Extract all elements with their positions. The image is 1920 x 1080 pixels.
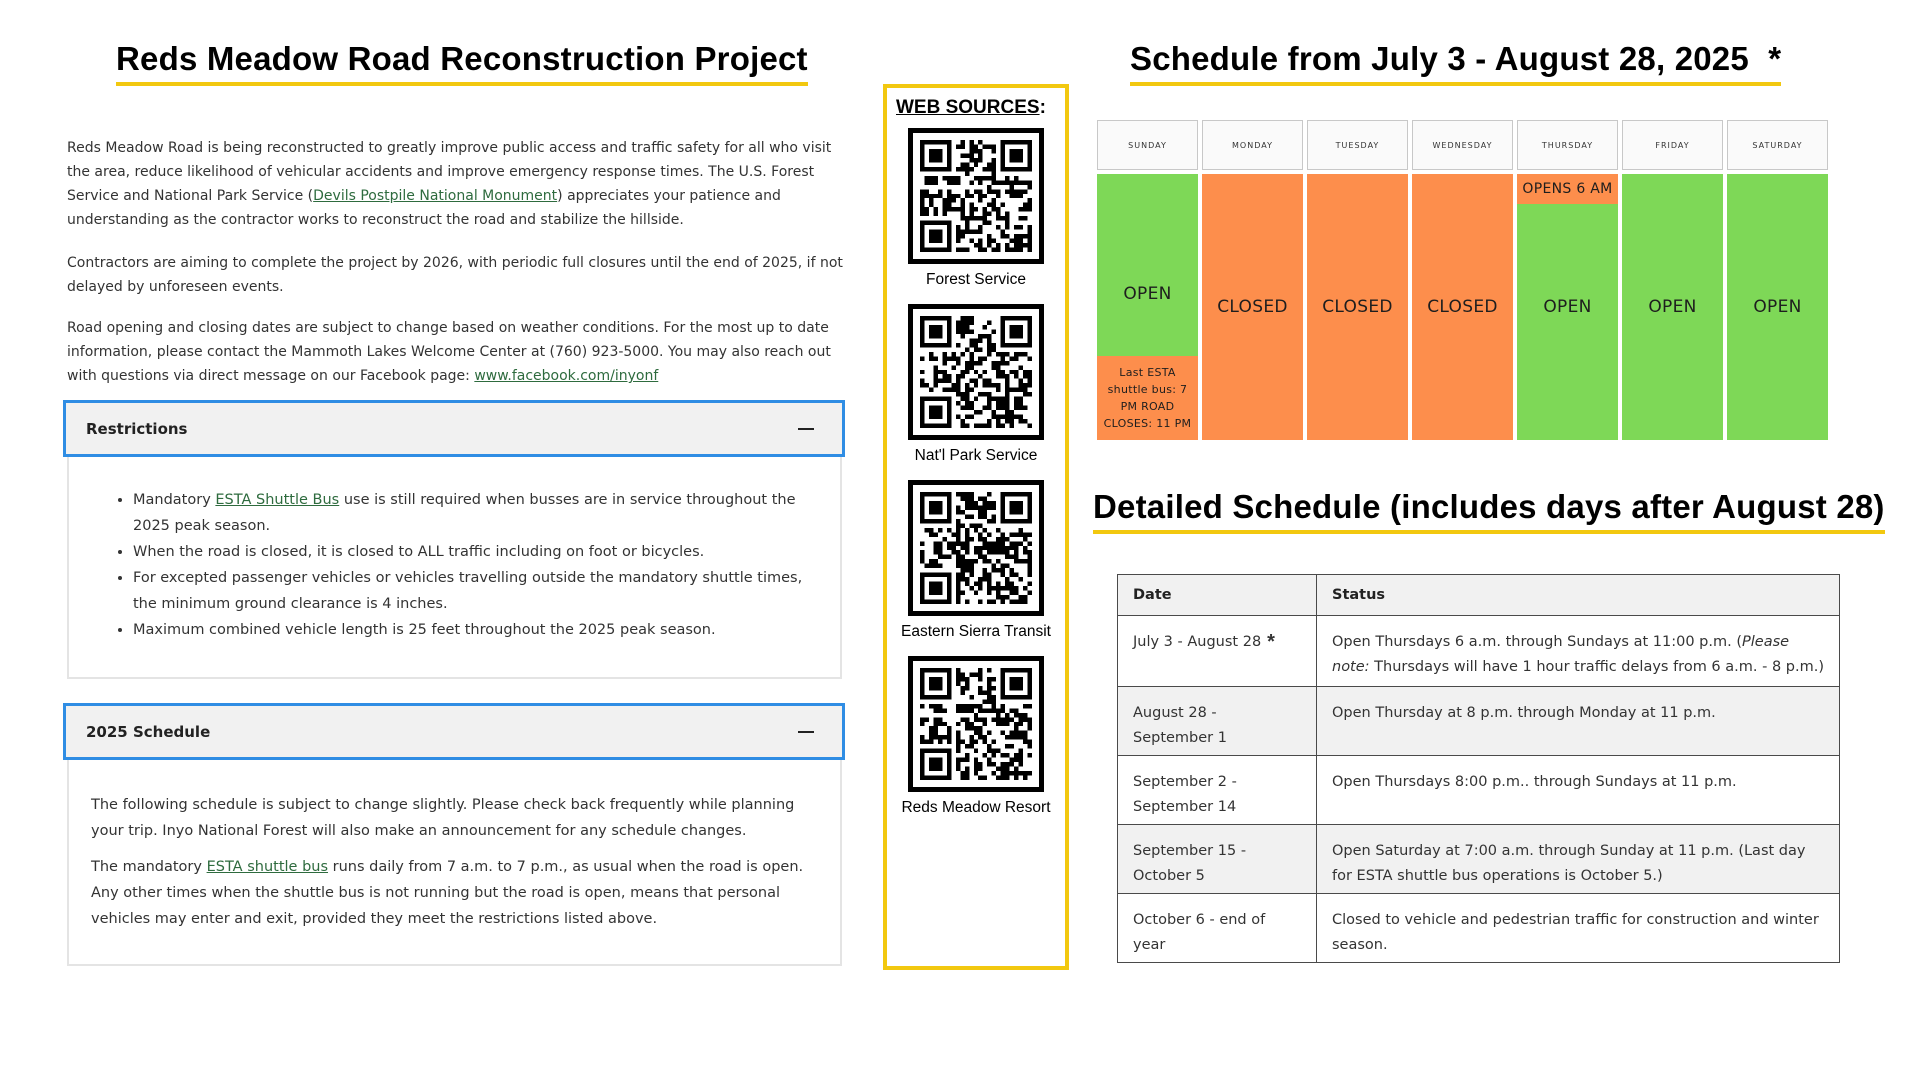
restriction-text: For excepted passenger vehicles or vehicles travelling outside the mandatory shuttle times, the minimum ground clearance is 4 inches.	[133, 570, 803, 612]
web-sources-title-text: WEB SOURCES	[896, 97, 1040, 118]
title-asterisk: *	[1768, 40, 1782, 77]
table-header-row	[1118, 575, 1840, 616]
shuttle-text: The mandatory	[91, 859, 207, 875]
day-status-cell	[1202, 174, 1303, 440]
date-text: September 2 - September 14	[1133, 774, 1237, 815]
schedule-intro-text: The following schedule is subject to change slightly. Please check back frequently while planning your trip. Inyo National Forest will also make an announcement for any schedule changes.	[91, 797, 795, 839]
restriction-text: Mandatory	[133, 492, 216, 508]
qr-source-item	[887, 480, 1065, 641]
status-cell	[1317, 616, 1840, 687]
restriction-item	[133, 487, 812, 539]
status-text: Open Thursdays 8:00 p.m.. through Sundays at 11 p.m.	[1332, 774, 1737, 790]
table-row	[1118, 687, 1840, 756]
schedule-accordion-body	[67, 760, 842, 966]
web-sources-title	[896, 97, 1046, 119]
devils-postpile-link[interactable]: Devils Postpile National Monument	[313, 188, 558, 204]
qr-source-label: Forest Service	[926, 271, 1026, 288]
table-row	[1118, 825, 1840, 894]
date-column-header: Date	[1118, 575, 1317, 616]
day-status-label: OPEN	[1123, 284, 1172, 304]
day-header: WEDNESDAY	[1412, 120, 1513, 170]
status-cell	[1317, 825, 1840, 894]
collapse-minus-icon[interactable]	[798, 731, 814, 733]
status-cell	[1317, 756, 1840, 825]
contact-paragraph	[67, 316, 845, 388]
web-sources-colon: :	[1039, 97, 1046, 118]
closing-time-note: Last ESTA shuttle bus: 7 PM ROAD CLOSES: 11 PM	[1097, 356, 1198, 440]
week-calendar	[1097, 120, 1837, 450]
shuttle-paragraph	[91, 854, 821, 932]
table-row	[1118, 756, 1840, 825]
esta-shuttle-link[interactable]: ESTA shuttle bus	[206, 859, 329, 875]
restriction-text: Maximum combined vehicle length is 25 feet throughout the 2025 peak season.	[133, 622, 716, 638]
date-text: August 28 - September 1	[1133, 705, 1227, 746]
week-schedule-title-text: Schedule from July 3 - August 28, 2025	[1130, 40, 1749, 77]
completion-paragraph: Contractors are aiming to complete the project by 2026, with periodic full closures until the end of 2025, if not delayed by unforeseen events.	[67, 255, 843, 295]
day-status-cell	[1412, 174, 1513, 440]
qr-code-icon[interactable]	[908, 128, 1044, 264]
week-schedule-title	[1130, 40, 1781, 86]
date-cell	[1118, 825, 1317, 894]
status-text-end: Thursdays will have 1 hour traffic delays from 6 a.m. - 8 p.m.)	[1369, 659, 1824, 675]
qr-source-label: Eastern Sierra Transit	[901, 623, 1051, 640]
status-text: Open Saturday at 7:00 a.m. through Sunday at 11 p.m. (Last day for ESTA shuttle bus operations is October 5.)	[1332, 843, 1806, 884]
status-note-italic: Please note:	[1332, 634, 1790, 675]
qr-code-icon[interactable]	[908, 304, 1044, 440]
restrictions-accordion-body	[67, 457, 842, 679]
date-text: September 15 - October 5	[1133, 843, 1247, 884]
day-header: SATURDAY	[1727, 120, 1828, 170]
contact-text: Road opening and closing dates are subject to change based on weather conditions. For the most up to date information, please contact the Mammoth Lakes Welcome Center at (760) 923-5000. You may also reach out with questions via direct message on our Facebook page:	[67, 320, 831, 384]
status-text: Open Thursday at 8 p.m. through Monday at 11 p.m.	[1332, 705, 1716, 721]
day-status-label: CLOSED	[1217, 297, 1288, 317]
restrictions-list	[69, 487, 840, 643]
qr-source-item	[887, 656, 1065, 817]
status-cell	[1317, 687, 1840, 756]
restrictions-label: Restrictions	[86, 419, 188, 438]
facebook-link[interactable]: www.facebook.com/inyonf	[474, 368, 659, 384]
day-status-cell	[1517, 174, 1618, 440]
collapse-minus-icon[interactable]	[798, 428, 814, 430]
qr-source-item	[887, 128, 1065, 289]
restriction-item	[133, 539, 812, 565]
day-status-label: OPEN	[1543, 297, 1592, 317]
date-text: October 6 - end of year	[1133, 912, 1266, 953]
date-cell	[1118, 616, 1317, 687]
qr-source-label: Nat'l Park Service	[914, 447, 1038, 464]
intro-text-end: ) appreciates your patience and understanding as the contractor works to reconstruct the road and stabilize the hillside.	[67, 188, 781, 228]
date-cell	[1118, 894, 1317, 963]
qr-source-label: Reds Meadow Resort	[901, 799, 1051, 816]
table-row	[1118, 894, 1840, 963]
day-status-label: OPEN	[1753, 297, 1802, 317]
restriction-text-end: use is still required when busses are in service throughout the 2025 peak season.	[133, 492, 796, 534]
day-header: FRIDAY	[1622, 120, 1723, 170]
schedule-accordion-header[interactable]	[63, 703, 845, 760]
qr-code-icon[interactable]	[908, 656, 1044, 792]
qr-code-icon[interactable]	[908, 480, 1044, 616]
status-text: Closed to vehicle and pedestrian traffic for construction and winter season.	[1332, 912, 1819, 953]
date-text: July 3 - August 28	[1133, 634, 1262, 650]
day-header: SUNDAY	[1097, 120, 1198, 170]
day-header: THURSDAY	[1517, 120, 1618, 170]
intro-paragraph	[67, 136, 845, 232]
day-status-cell	[1307, 174, 1408, 440]
day-status-label: OPEN	[1648, 297, 1697, 317]
date-cell	[1118, 756, 1317, 825]
status-column-header: Status	[1317, 575, 1840, 616]
intro-text: Reds Meadow Road is being reconstructed to greatly improve public access and traffic safety for all who visit the area, reduce likelihood of vehicular accidents and improve emergency response times. The U.S. Forest Service and National Park Service (	[67, 140, 832, 204]
opening-time-note: OPENS 6 AM	[1517, 174, 1618, 204]
status-text: Open Thursdays 6 a.m. through Sundays at 11:00 p.m. (	[1332, 634, 1742, 650]
restriction-item	[133, 565, 812, 617]
asterisk-marker: *	[1267, 631, 1275, 653]
shuttle-text-end: runs daily from 7 a.m. to 7 p.m., as usual when the road is open. Any other times when the shuttle bus is not running but the road is open, means that personal vehicles may enter and exit, provided they meet the restrictions listed above.	[91, 859, 804, 927]
detailed-schedule-title: Detailed Schedule (includes days after August 28)	[1093, 488, 1885, 534]
esta-shuttle-bus-link[interactable]: ESTA Shuttle Bus	[215, 492, 340, 508]
day-header: TUESDAY	[1307, 120, 1408, 170]
day-status-cell	[1727, 174, 1828, 440]
web-sources-box	[883, 84, 1069, 970]
restrictions-accordion-header[interactable]	[63, 400, 845, 457]
table-row	[1118, 616, 1840, 687]
date-cell	[1118, 687, 1317, 756]
day-status-label: CLOSED	[1322, 297, 1393, 317]
status-cell	[1317, 894, 1840, 963]
qr-source-item	[887, 304, 1065, 465]
day-status-label: CLOSED	[1427, 297, 1498, 317]
restriction-text: When the road is closed, it is closed to ALL traffic including on foot or bicycles.	[133, 544, 705, 560]
project-title: Reds Meadow Road Reconstruction Project	[116, 40, 808, 86]
schedule-label: 2025 Schedule	[86, 722, 211, 741]
restriction-item	[133, 617, 812, 643]
day-header: MONDAY	[1202, 120, 1303, 170]
day-status-cell	[1622, 174, 1723, 440]
day-status-cell	[1097, 174, 1198, 440]
detailed-schedule-table	[1117, 574, 1840, 963]
